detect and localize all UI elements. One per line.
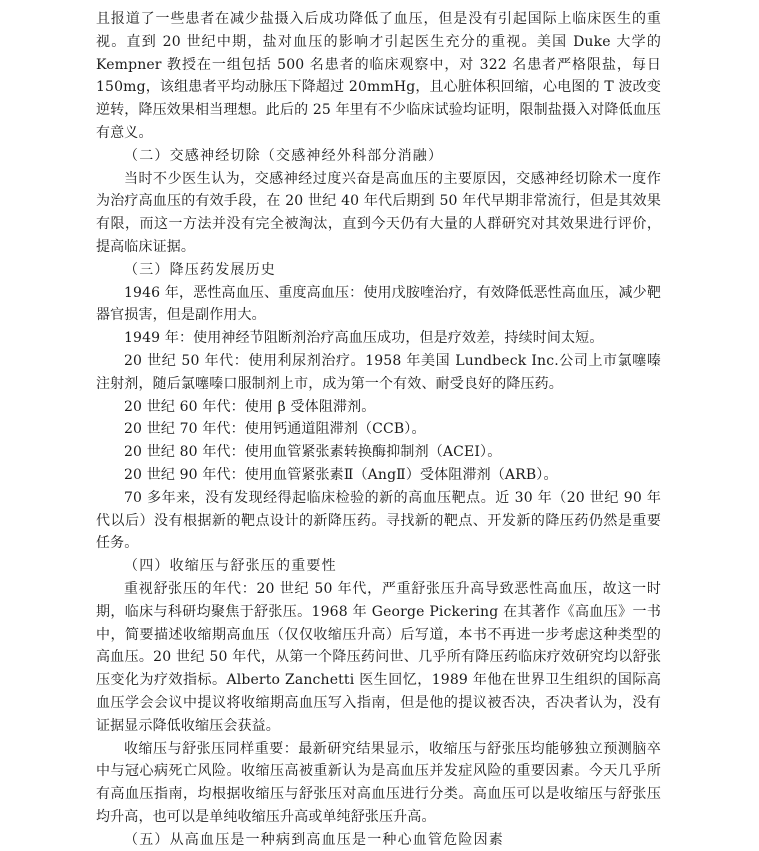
paragraph-1980s: 20 世纪 80 年代：使用血管紧张素转换酶抑制剂（ACEI）。 <box>124 444 502 461</box>
paragraph-salt-research: 且报道了一些患者在减少盐摄入后成功降低了血压，但是没有引起国际上临床医生的重视。直到 20 世纪中期，盐对血压的影响才引起医生充分的重视。美国 Duke 大学的 Kempner 教授在一组包括 500 名患者的临床观察中，对 322 名患者严格限盐，每日 150mg，该组患者平均动脉压下降超过 20mmHg，且心脏体积回缩，心电图的 T 波改变逆转，降压效果相当理想。此后的 25 年里有不少临床试验均证明，限制盐摄入对降低血压有意义。 <box>96 11 662 141</box>
paragraph-1990s: 20 世纪 90 年代：使用血管紧张素Ⅱ（AngⅡ）受体阻滞剂（ARB）。 <box>124 466 558 483</box>
paragraph-diastolic-era: 重视舒张压的年代：20 世纪 50 年代，严重舒张压升高导致恶性高血压，故这一时期，临床与科研均聚焦于舒张压。1968 年 George Pickering 在其著作《高血压》一书中，简要描述收缩期高血压（仅仅收缩压升高）后写道，本书不再进一步考虑这种类型的高血压。20 世纪 50 年代，从第一个降压药问世、几乎所有降压药临床疗效研究均以舒张压变化为疗效指标。Alberto Zanchetti 医生回忆，1989 年他在世界卫生组织的国际高血压学会会议中提议将收缩期高血压写入指南，但是他的提议被否决，否决者认为，没有证据显示降低收缩压会获益。 <box>96 580 661 734</box>
heading-sympathectomy: （二）交感神经切除（交感神经外科部分消融） <box>124 147 444 164</box>
paragraph-1946: 1946 年，恶性高血压、重度高血压：使用戊胺喹治疗，有效降低恶性高血压，减少靶器官损害，但是副作用大。 <box>96 284 661 324</box>
paragraph-1960s: 20 世纪 60 年代：使用 β 受体阻滞剂。 <box>124 398 376 415</box>
paragraph-1970s: 20 世纪 70 年代：使用钙通道阻滞剂（CCB）。 <box>124 421 426 438</box>
paragraph-sympathectomy: 当时不少医生认为，交感神经过度兴奋是高血压的主要原因，交感神经切除术一度作为治疗高血压的有效手段，在 20 世纪 40 年代后期到 50 年代早期非常流行，但是其效果有限，而这一方法并没有完全被淘汰，直到今天仍有大量的人群研究对其效果进行评价，提高临床证据。 <box>96 170 661 255</box>
paragraph-equal-importance: 收缩压与舒张压同样重要：最新研究结果显示，收缩压与舒张压均能够独立预测脑卒中与冠心病死亡风险。收缩压高被重新认为是高血压并发症风险的重要因素。今天几乎所有高血压指南，均根据收缩压与舒张压对高血压进行分类。高血压可以是收缩压与舒张压均升高，也可以是单纯收缩压升高或单纯舒张压升高。 <box>96 740 661 825</box>
heading-drug-history: （三）降压药发展历史 <box>124 261 276 278</box>
paragraph-1949: 1949 年：使用神经节阻断剂治疗高血压成功，但是疗效差，持续时间太短。 <box>124 330 604 347</box>
paragraph-1950s: 20 世纪 50 年代：使用利尿剂治疗。1958 年美国 Lundbeck Inc.公司上市氯噻嗪注射剂，随后氯噻嗪口服制剂上市，成为第一个有效、耐受良好的降压药。 <box>96 352 661 392</box>
paragraph-no-new-targets: 70 多年来，没有发现经得起临床检验的新的高血压靶点。近 30 年（20 世纪 90 年代以后）没有根据新的靶点设计的新降压药。寻找新的靶点、开发新的降压药仍然是重要任务。 <box>96 489 661 552</box>
heading-systolic-diastolic: （四）收缩压与舒张压的重要性 <box>124 558 337 575</box>
heading-risk-factor: （五）从高血压是一种病到高血压是一种心血管危险因素 <box>124 831 504 848</box>
